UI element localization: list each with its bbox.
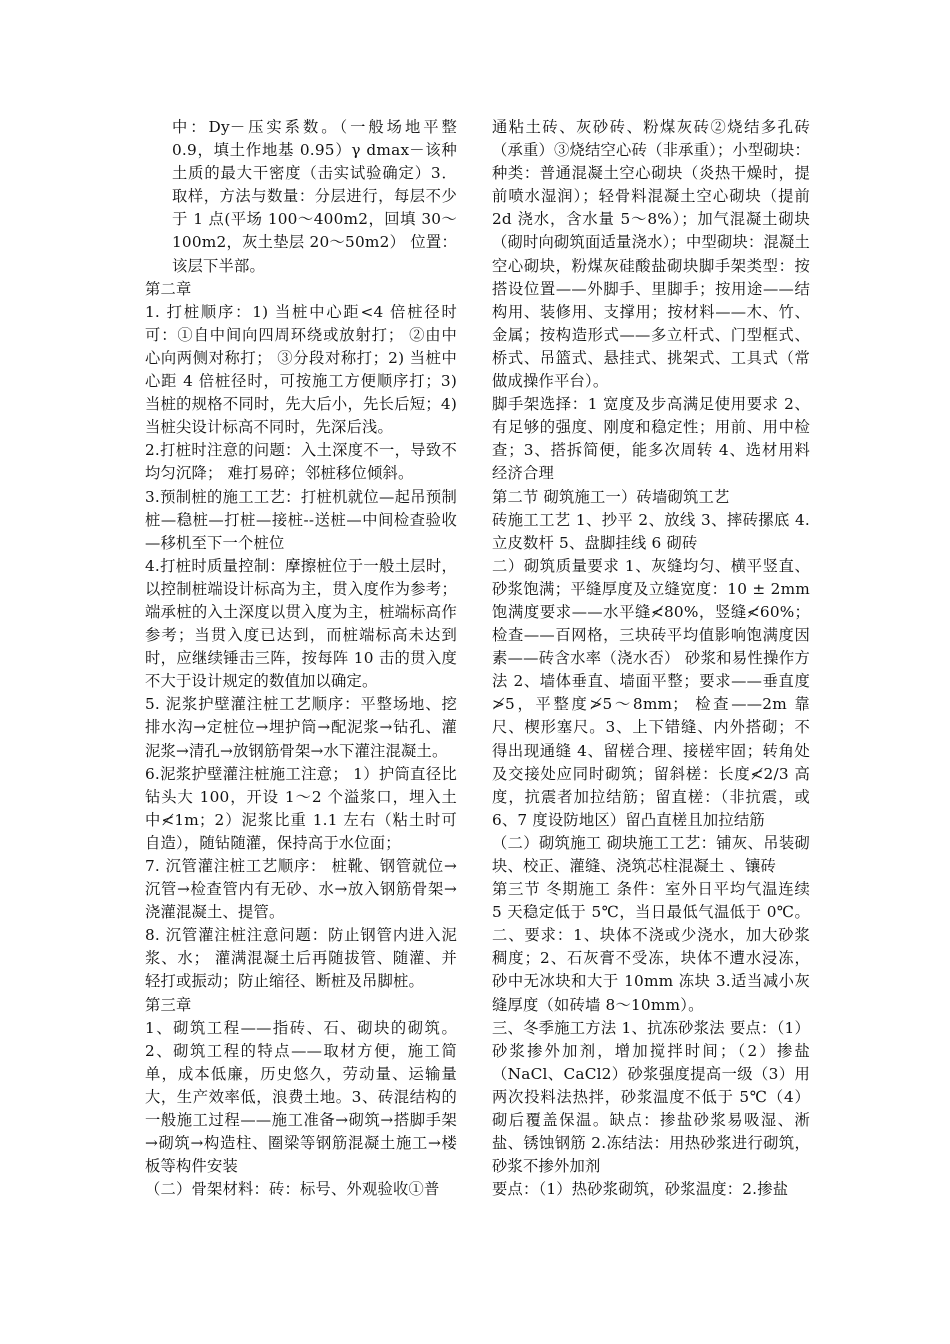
intro-paragraph: 中：Dy－压实系数。（一般场地平整 0.9，填土作地基 0.95）γ dmax－该种土质的最大干密度（击实试验确定）3．取样，方法与数量：分层进行，每层不少于 1 点(平场 100～400m2，回填 30～100m2，灰土垫层 20～50m2） 位置：该层下半部。 xyxy=(172,118,457,275)
paragraph-masonry-intro: 1、砌筑工程——指砖、石、砌块的砌筑。2、砌筑工程的特点——取材方便，施工简单，成本低廉，历史悠久，劳动量、运输量大，生产效率低，浪费土地。3、砖混结构的一般施工过程——施工准备→砌筑→搭脚手架→砌筑→构造柱、圈梁等钢筋混凝土施工→楼板等构件安装 xyxy=(145,1018,457,1176)
paragraph-bricks-blocks: 通粘土砖、灰砂砖、粉煤灰砖②烧结多孔砖（承重）③烧结空心砖（非承重）；小型砌块：种类：普通混凝土空心砌块（炎热干燥时，提前喷水湿润）；轻骨料混凝土空心砌块（提前 2d 浇水，含水量 5～8%）；加气混凝土砌块（砌时向砌筑面适量浇水）；中型砌块：混凝土空心砌块，粉煤灰硅酸盐砌块脚手架类型：按搭设位置——外脚手、里脚手；按用途——结构用、装修用、支撑用；按材料——木、竹、金属；按构造形式——多立杆式、门型框式、桥式、吊篮式、悬挂式、挑架式、工具式（常做成操作平台）。 xyxy=(492,118,810,391)
paragraph-mud-pile-process: 5. 泥浆护壁灌注桩工艺顺序：平整场地、挖排水沟→定桩位→埋护筒→配泥浆→钻孔、灌泥浆→清孔→放钢筋骨架→水下灌注混凝土。 xyxy=(145,695,457,760)
paragraph-pile-issues: 2.打桩时注意的问题：入土深度不一，导致不均匀沉降； 难打易碎；邻桩移位倾斜。 xyxy=(145,441,457,483)
paragraph-quality-control: 4.打桩时质量控制：摩擦桩位于一般土层时，以控制桩端设计标高为主，贯入度作为参考；端承桩的入土深度以贯入度为主，桩端标高作参考；当贯入度已达到，而桩端标高未达到时，应继续锤击三阵，按每阵 10 击的贯入度不大于设计规定的数值加以确定。 xyxy=(145,556,457,691)
paragraph-frame-materials: （二）骨架材料：砖：标号、外观验收①普 xyxy=(145,1180,440,1199)
paragraph-precast-process: 3.预制桩的施工工艺：打桩机就位—起吊预制桩—稳桩—打桩—接桩--送桩—中间检查验收—移机至下一个桩位 xyxy=(145,487,457,552)
paragraph-key-points: 要点：（1）热砂浆砌筑，砂浆温度：2.掺盐 xyxy=(492,1180,789,1199)
chapter-2-heading: 第二章 xyxy=(145,279,192,298)
paragraph-tube-pile-process: 7. 沉管灌注桩工艺顺序： 桩靴、钢管就位→沉管→检查管内有无砂、水→放入钢筋骨架→浇灌混凝土、提管。 xyxy=(145,857,457,922)
paragraph-scaffold-selection: 脚手架选择：1 宽度及步高满足使用要求 2、有足够的强度、刚度和稳定性；用前、用中检查；3、搭拆简便，能多次周转 4、选材用料经济合理 xyxy=(492,395,810,483)
paragraph-winter-construction: 第三节 冬期施工 条件：室外日平均气温连续 5 天稳定低于 5℃，当日最低气温低于 0℃。二、要求：1、块体不浇或少浇水，加大砂浆稠度；2、石灰膏不受冻，块体不遭水浸冻，砂中无冰块和大于 10mm 冻块 3.适当减小灰缝厚度（如砖墙 8～10mm）。 xyxy=(492,880,810,1014)
section-2-heading: 第二节 砌筑施工一）砖墙砌筑工艺 xyxy=(492,487,730,506)
chapter-3-heading: 第三章 xyxy=(145,995,192,1014)
left-column xyxy=(145,116,457,1201)
right-column xyxy=(492,116,810,1201)
paragraph-brick-process: 砖施工工艺 1、抄平 2、放线 3、摔砖摞底 4.立皮数杆 5、盘脚挂线 6 砌砖 xyxy=(492,510,810,552)
paragraph-quality-requirements: 二）砌筑质量要求 1、灰缝均匀、横平竖直、砂浆饱满；平缝厚度及立缝宽度：10 ± 2mm 饱满度要求——水平缝≮80%，竖缝≮60%；检查——百网格，三块砖平均值影响饱满度因素——砖含水率（浇水否） 砂浆和易性操作方法 2、墙体垂直、墙面平整；要求——垂直度≯5，平整度≯5～8mm； 检查——2m 靠尺、楔形塞尺。3、上下错缝、内外搭砌；不得出现通缝 4、留槎合理、接槎牢固；转角处及交接处应同时砌筑；留斜槎：长度≮2/3 高度，抗震者加拉结筋；留直槎：（非抗震，或 6、7 度设防地区）留凸直槎且加拉结筋 xyxy=(492,556,810,829)
paragraph-mud-pile-notes: 6.泥浆护壁灌注桩施工注意； 1）护筒直径比钻头大 100，开设 1～2 个溢浆口，埋入土中≮1m；2）泥浆比重 1.1 左右（粘土时可自造），随钻随灌，保持高于水位面； xyxy=(145,764,457,852)
paragraph-tube-pile-notes: 8. 沉管灌注桩注意问题：防止钢管内进入泥浆、水； 灌满混凝土后再随拔管、随灌、并轻打或振动；防止缩径、断桩及吊脚桩。 xyxy=(145,926,457,991)
paragraph-winter-methods: 三、冬季施工方法 1、抗冻砂浆法 要点：（1）砂浆掺外加剂，增加搅拌时间；（2）掺盐（NaCl、CaCl2）砂浆强度提高一级（3）用两次投料法热拌，砂浆温度不低于 5℃（4）砌后覆盖保温。缺点：掺盐砂浆易吸湿、淅盐、锈蚀钢筋 2.冻结法：用热砂浆进行砌筑，砂浆不掺外加剂 xyxy=(492,1018,810,1176)
paragraph-block-process: （二）砌筑施工 砌块施工工艺：铺灰、吊装砌块、校正、灌缝、浇筑芯柱混凝土 、镶砖 xyxy=(492,833,810,875)
paragraph-pile-order: 1. 打桩顺序：1) 当桩中心距<4 倍桩径时可：①自中间向四周环绕或放射打； ②由中心向两侧对称打； ③分段对称打；2) 当桩中心距 4 倍桩径时，可按施工方便顺序打；3) 当桩的规格不同时，先大后小，先长后短；4) 当桩尖设计标高不同时，先深后浅。 xyxy=(145,302,457,437)
